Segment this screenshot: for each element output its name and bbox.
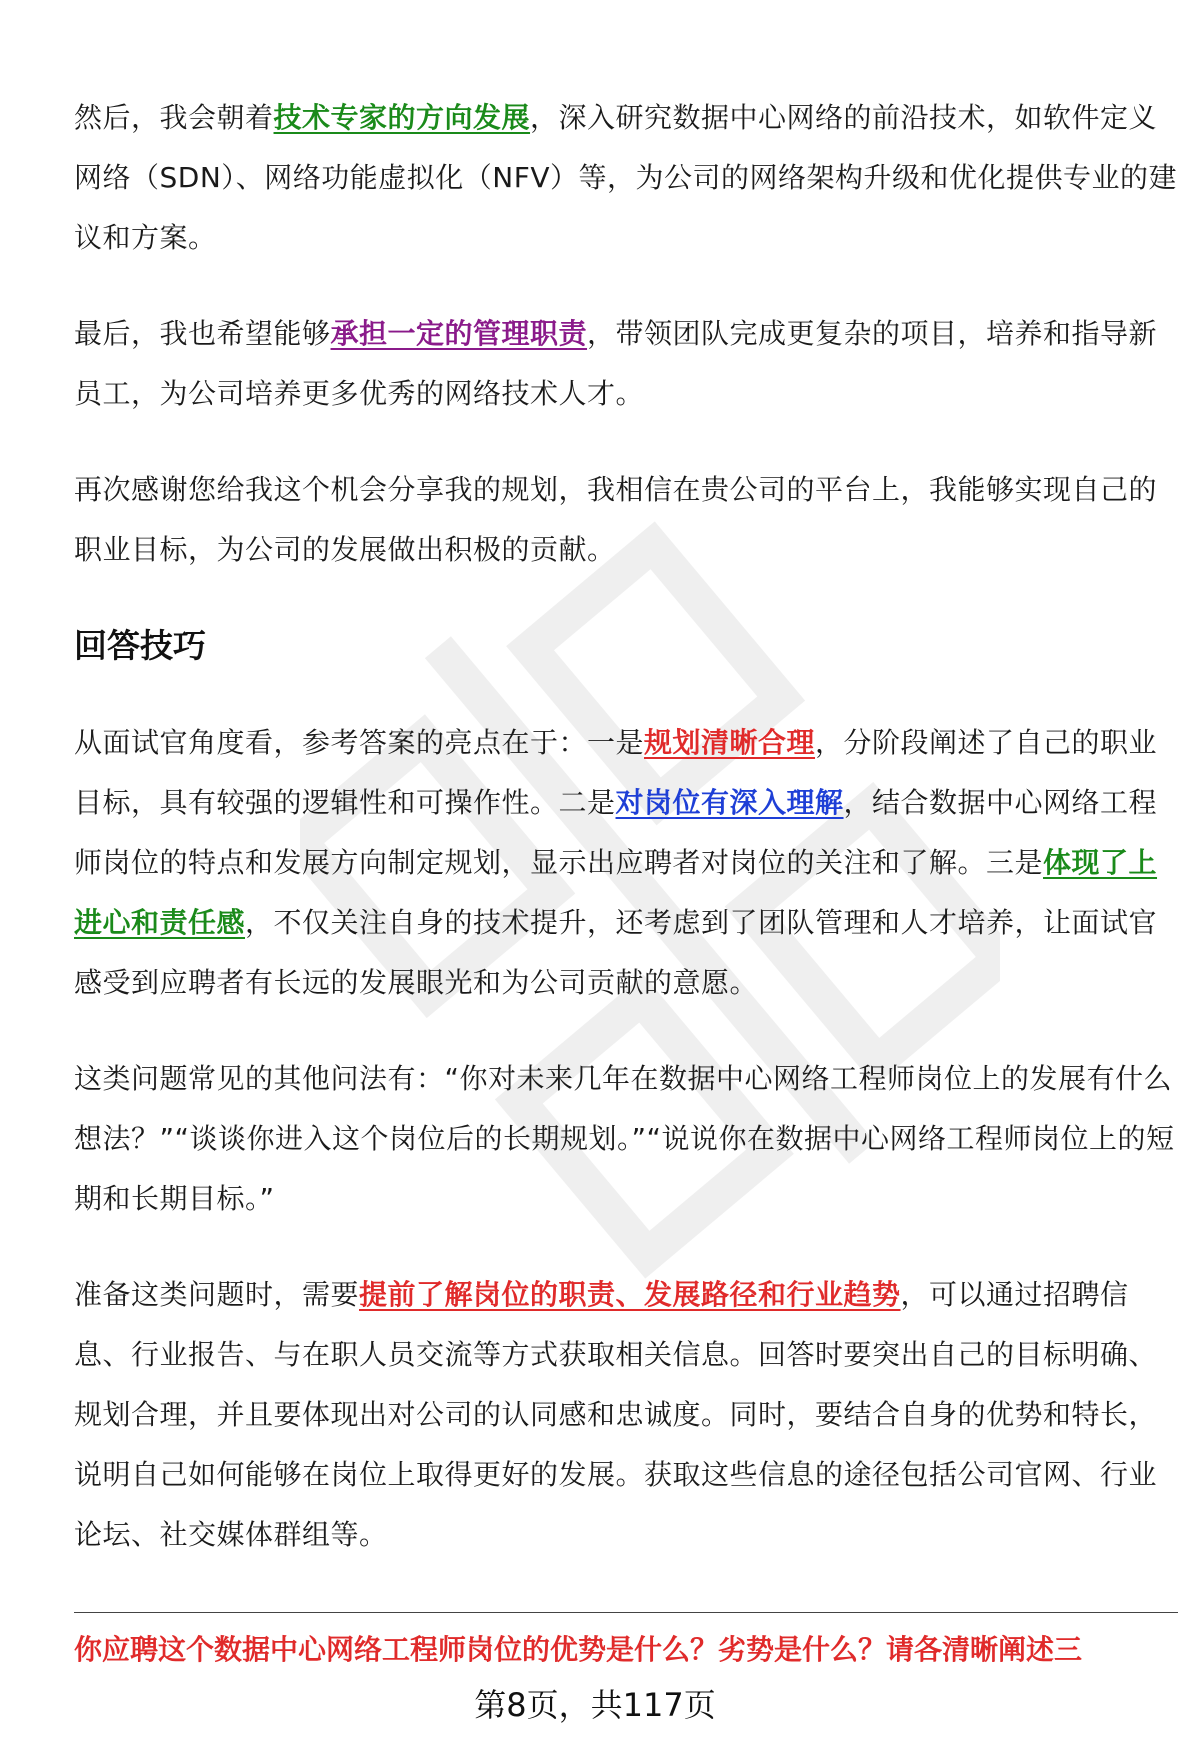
paragraph-text: ，可以通过招聘信息、行业报告、与在职人员交流等方式获取相关信息。回答时要突出自己的目标明确、规划合理，并且要体现出对公司的认同感和忠诚度。同时，要结合自身的优势和特长，说明自己如何能够在岗位上取得更好的发展。获取这些信息的途径包括公司官网、行业论坛、社交媒体群组等。 (74, 1278, 1158, 1551)
highlight-tech-expert: 技术专家的方向发展 (273, 101, 531, 134)
paragraph-text: 这类问题常见的其他问法有：“你对未来几年在数据中心网络工程师岗位上的发展有什么想法？”“谈谈你进入这个岗位后的长期规划。”“说说你在数据中心网络工程师岗位上的短期和长期目标。” (74, 1062, 1175, 1215)
divider (74, 1612, 1178, 1613)
paragraph-tech-expert (74, 88, 1178, 268)
section-title: 回答技巧 (74, 626, 206, 665)
highlight-deep-understanding: 对岗位有深入理解 (615, 786, 844, 819)
highlight-clear-plan: 规划清晰合理 (644, 726, 816, 759)
paragraph-preparation (74, 1265, 1178, 1565)
paragraph-text: 最后，我也希望能够 (74, 317, 331, 350)
paragraph-thanks (74, 460, 1178, 580)
paragraph-text: 再次感谢您给我这个机会分享我的规划，我相信在贵公司的平台上，我能够实现自己的职业目标，为公司的发展做出积极的贡献。 (74, 473, 1158, 566)
paragraph-text: ，带领团队完成更复杂的项目，培养和指导新员工，为公司培养更多优秀的网络技术人才。 (74, 317, 1158, 410)
paragraph-other-questions (74, 1049, 1178, 1229)
paragraph-text: 然后，我会朝着 (74, 101, 274, 134)
paragraph-text: ，不仅关注自身的技术提升，还考虑到了团队管理和人才培养，让面试官感受到应聘者有长远的发展眼光和为公司贡献的意愿。 (74, 906, 1158, 999)
paragraph-highlights (74, 713, 1178, 1013)
highlight-management: 承担一定的管理职责 (330, 317, 588, 350)
highlight-ambition: 体现了上进心和责任感 (74, 846, 1158, 939)
paragraph-text: ，结合数据中心网络工程师岗位的特点和发展方向制定规划，显示出应聘者对岗位的关注和了解。三是 (74, 786, 1158, 879)
paragraph-text: 从面试官角度看，参考答案的亮点在于：一是 (74, 726, 645, 759)
highlight-preparation: 提前了解岗位的职责、发展路径和行业趋势 (359, 1278, 901, 1311)
main-content (74, 88, 1178, 1601)
paragraph-text: ，深入研究数据中心网络的前沿技术，如软件定义网络（SDN）、网络功能虚拟化（NFV）等，为公司的网络架构升级和优化提供专业的建议和方案。 (74, 101, 1177, 254)
paragraph-management (74, 304, 1178, 424)
next-question-heading: 你应聘这个数据中心网络工程师岗位的优势是什么？劣势是什么？请各清晰阐述三 (74, 1633, 1083, 1666)
paragraph-text: ，分阶段阐述了自己的职业目标，具有较强的逻辑性和可操作性。二是 (74, 726, 1158, 819)
paragraph-text: 准备这类问题时，需要 (74, 1278, 360, 1311)
page-number: 第8页，共117页 (474, 1686, 716, 1724)
